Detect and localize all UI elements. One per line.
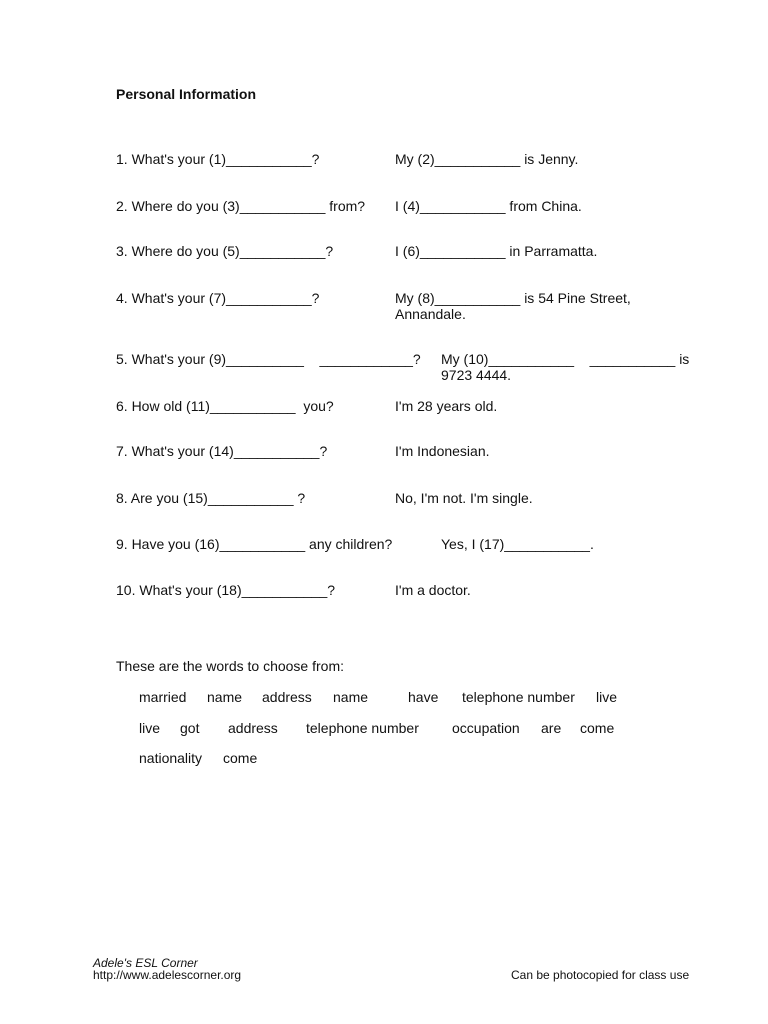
answer-6: I'm 28 years old. [395,398,498,414]
question-3: 3. Where do you (5)___________? [116,243,334,259]
answer-10: I'm a doctor. [395,582,471,598]
word-bank-item: come [223,750,258,766]
question-2: 2. Where do you (3)___________ from? [116,198,366,214]
footer-note: Can be photocopied for class use [511,968,690,982]
word-bank-intro: These are the words to choose from: [116,658,344,674]
word-bank-item: got [180,720,200,736]
word-bank-item: address [262,689,312,705]
answer-9: Yes, I (17)___________. [441,536,594,552]
question-1: 1. What's your (1)___________? [116,151,320,167]
footer-url: http://www.adelescorner.org [93,968,242,982]
word-bank-item: telephone number [306,720,419,736]
word-bank-item: married [139,689,187,705]
answer-4: My (8)___________ is 54 Pine Street, Annandale. [395,290,631,322]
answer-3: I (6)___________ in Parramatta. [395,243,598,259]
word-bank-item: live [596,689,618,705]
answer-8: No, I'm not. I'm single. [395,490,533,506]
word-bank-item: are [541,720,562,736]
question-10: 10. What's your (18)___________? [116,582,336,598]
question-8: 8. Are you (15)___________ ? [116,490,306,506]
word-bank-item: name [207,689,243,705]
word-bank-item: live [139,720,161,736]
page-title: Personal Information [116,86,257,102]
word-bank-item: telephone number [462,689,575,705]
footer-brand: Adele's ESL Corner [93,956,198,970]
word-bank-item: name [333,689,369,705]
question-7: 7. What's your (14)___________? [116,443,328,459]
word-bank-item: nationality [139,750,203,766]
answer-2: I (4)___________ from China. [395,198,582,214]
word-bank-item: address [228,720,278,736]
word-bank-item: come [580,720,615,736]
word-bank-item: have [408,689,439,705]
question-4: 4. What's your (7)___________? [116,290,320,306]
answer-5: My (10)___________ ___________ is 9723 4444. [441,351,694,383]
question-6: 6. How old (11)___________ you? [116,398,334,414]
word-bank-item: occupation [452,720,520,736]
answer-1: My (2)___________ is Jenny. [395,151,579,167]
answer-7: I'm Indonesian. [395,443,490,459]
question-9: 9. Have you (16)___________ any children? [116,536,393,552]
question-5: 5. What's your (9)__________ ____________? [116,351,421,367]
